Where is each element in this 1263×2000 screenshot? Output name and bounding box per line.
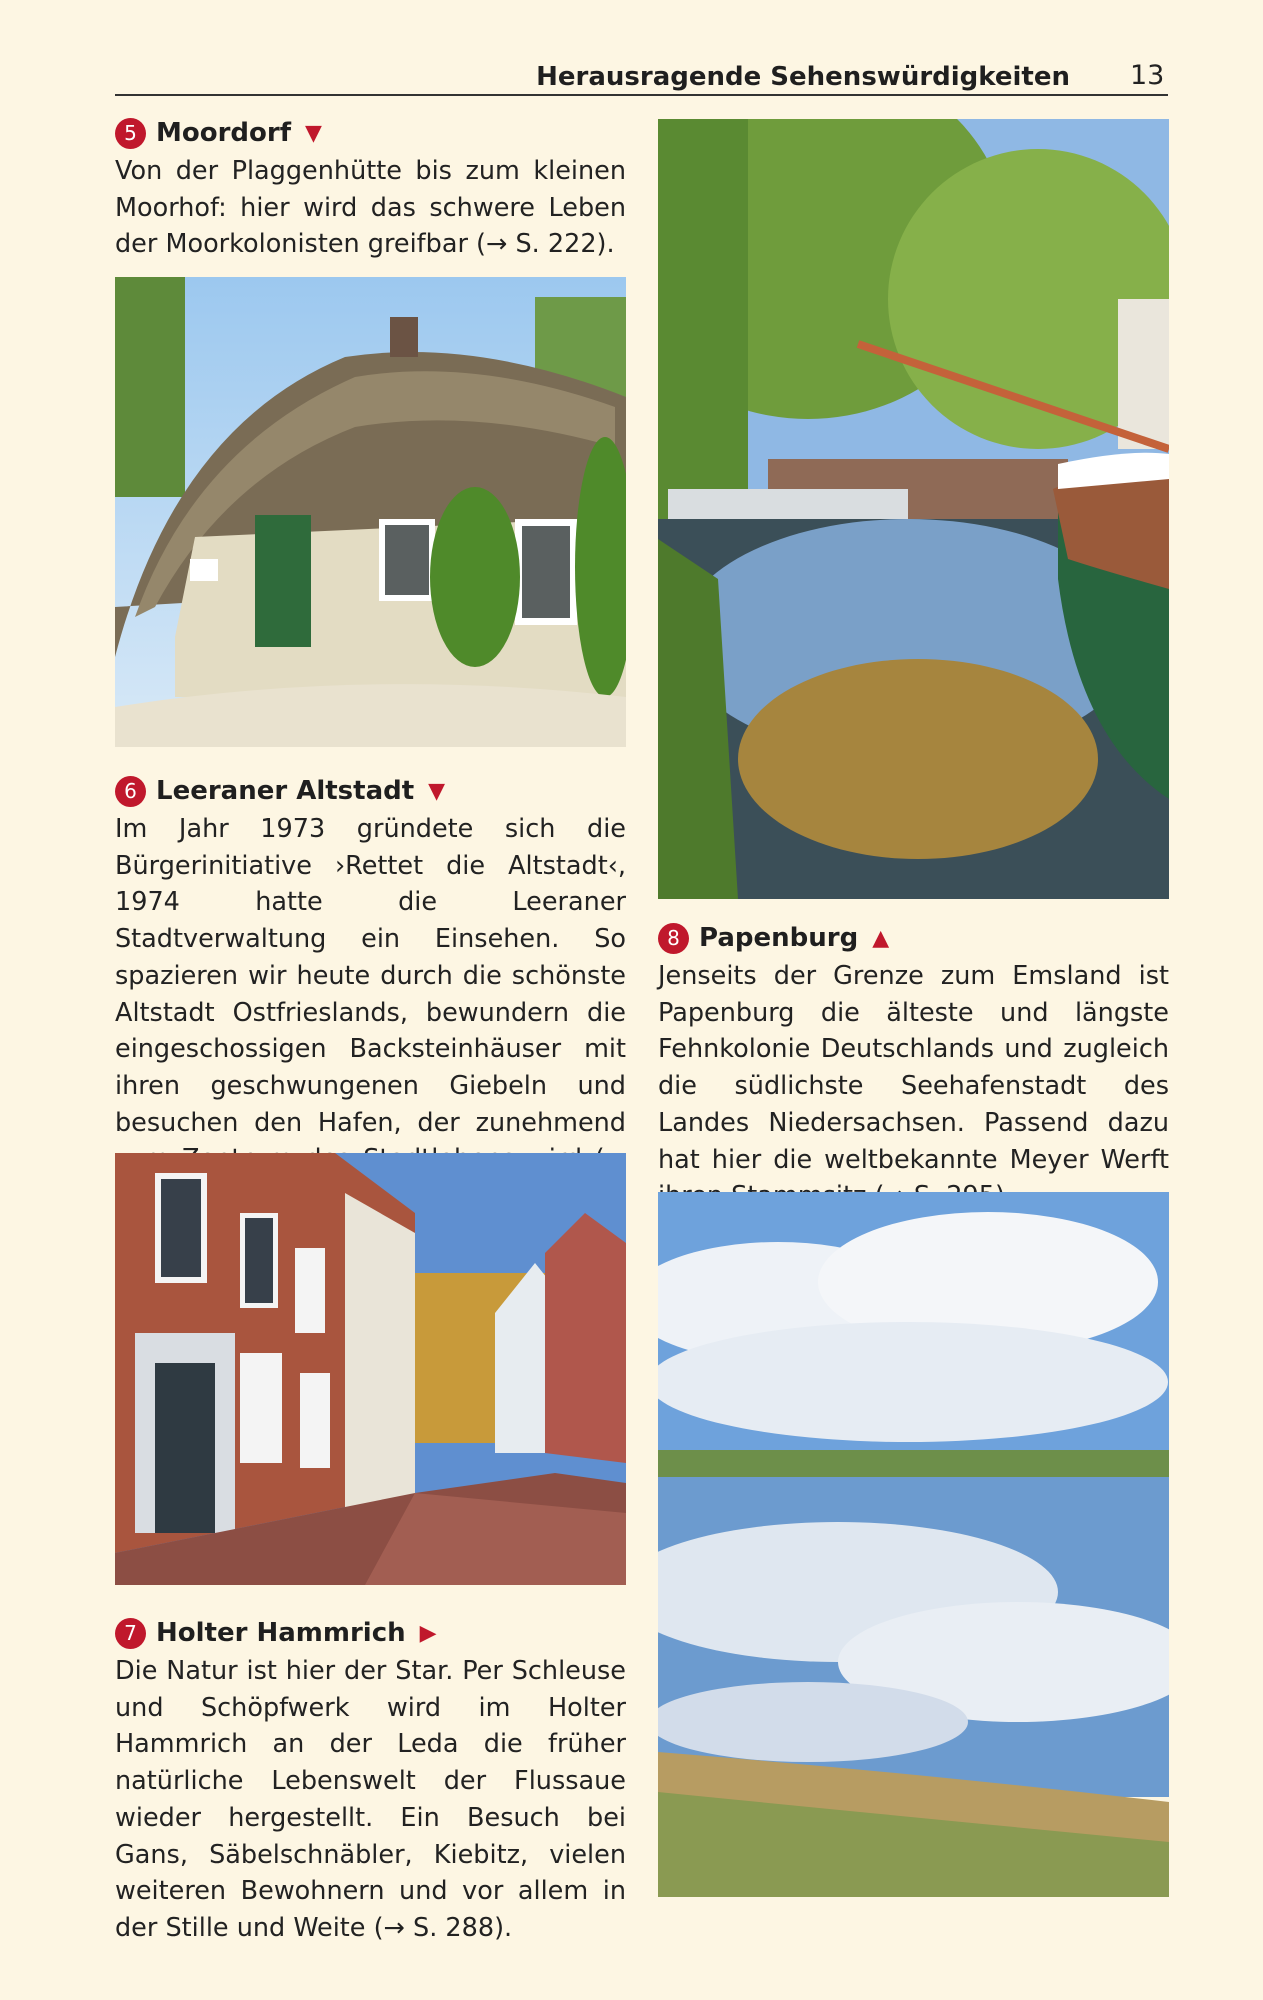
entry-papenburg <box>658 920 1169 1215</box>
entry-description: Jenseits der Grenze zum Emsland ist Papenburg die älteste und längste Fehnkolonie Deutschlands und zugleich die südlichste Seehafenstadt des Landes Niedersachsen. Passend dazu hat hier die weltbekannte Meyer Werft <box>658 961 1169 1175</box>
triangle-right-icon: ▶ <box>419 1620 437 1646</box>
entry-title: Moordorf <box>156 118 292 148</box>
entry-title: Papenburg <box>699 923 859 953</box>
entry-description: Von der Plaggenhütte bis zum kleinen Moorhof: hier wird das schwere Leben der Moorkolonisten greifbar (→ S. 222). <box>115 156 626 260</box>
entry-heading <box>115 115 626 151</box>
entry-title: Holter Hammrich <box>156 1618 406 1648</box>
photo-thatched-house <box>115 277 626 747</box>
entry-leeraner-altstadt <box>115 773 626 1215</box>
photo-old-town-street <box>115 1153 626 1585</box>
triangle-down-icon: ▼ <box>428 778 446 804</box>
entry-heading <box>115 773 626 809</box>
triangle-down-icon: ▼ <box>305 120 322 146</box>
entry-holter-hammrich <box>115 1615 626 1947</box>
entry-number-badge: 8 <box>658 923 689 954</box>
entry-heading <box>115 1615 626 1651</box>
running-header: Herausragende Sehenswürdigkeiten <box>536 62 1070 92</box>
entry-heading <box>658 920 1169 956</box>
header-rule <box>115 94 1168 96</box>
page-number: 13 <box>1130 60 1165 91</box>
entry-moordorf <box>115 115 626 263</box>
entry-number-badge: 6 <box>115 776 146 807</box>
entry-title: Leeraner Altstadt <box>156 776 415 806</box>
triangle-up-icon: ▲ <box>872 925 890 951</box>
entry-description: Die Natur ist hier der Star. Per Schleuse und Schöpfwerk wird im Holter Hammrich an der Leda die früher natürliche Lebenswelt der Flussaue wieder hergestellt. Ein Besuch bei Gans, Säbelschnäbler, Kiebitz, vielen weiteren Bewohnern und vor allem in der Stille und Weite (→ S. 288). <box>115 1656 626 1943</box>
entry-description: Im Jahr 1973 gründete sich die Bürgerinitiative ›Rettet die Altstadt‹, 1974 hatte die Leeraner Stadtverwaltung ein Einsehen. So spazieren wir heute durch die schönste Altstadt Ostfrieslands, bewundern die eingeschossigen Backsteinhäuser mit ihren geschwungenen Giebeln und besuchen den Hafen, der zunehmend <box>115 814 626 1138</box>
photo-flooded-meadow <box>658 1192 1169 1897</box>
entry-number-badge: 5 <box>115 118 146 149</box>
photo-canal-with-ship <box>658 119 1169 899</box>
entry-number-badge: 7 <box>115 1618 146 1649</box>
